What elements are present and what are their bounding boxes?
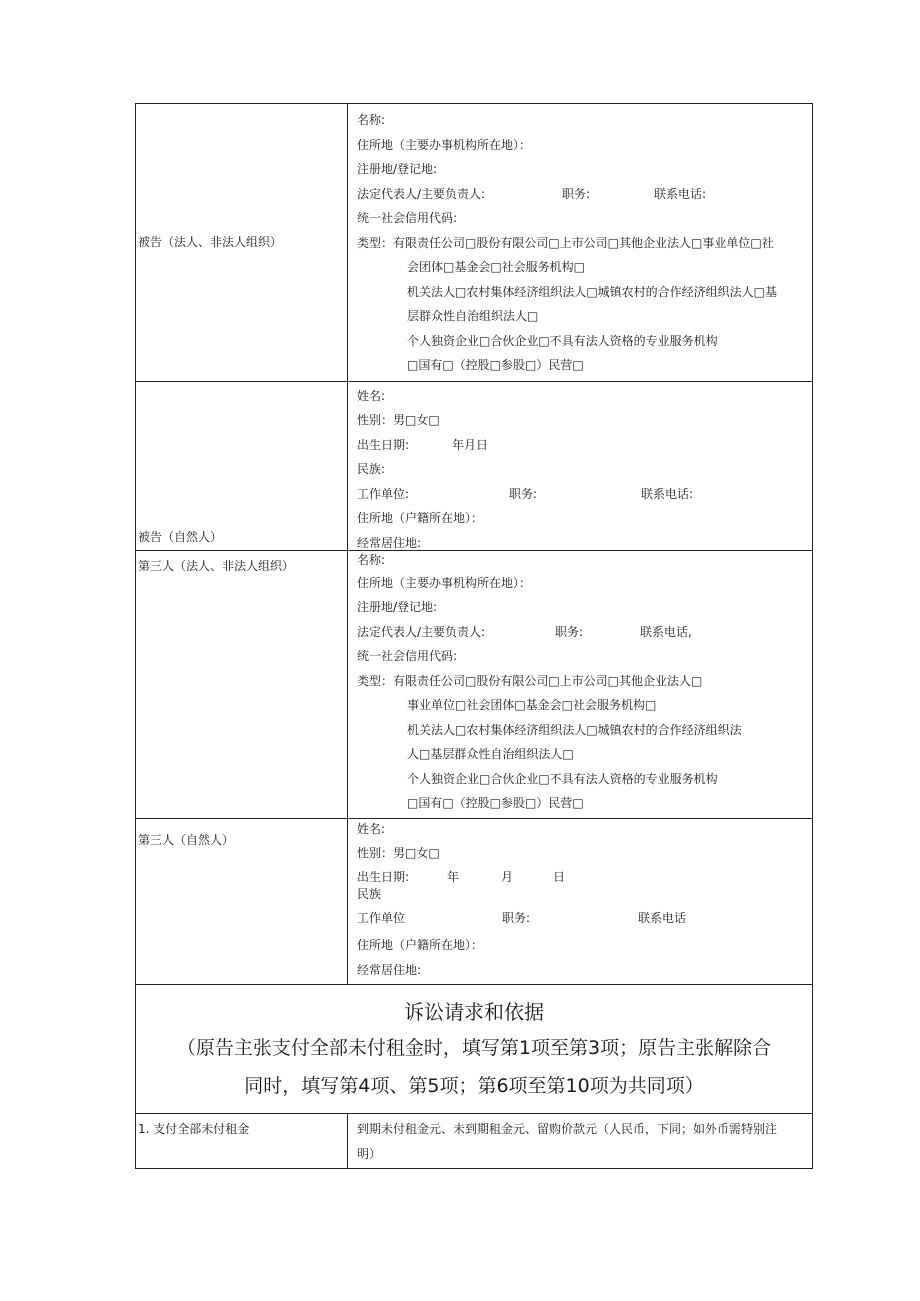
position-field: 职务: [502, 911, 531, 925]
work-line [357, 482, 812, 507]
claims-title: 诉讼请求和依据 [404, 1000, 544, 1024]
credit-code-field: 统一社会信用代码: [357, 649, 458, 663]
third-person-row [136, 818, 813, 985]
domicile-field: 住所地（户籍所在地）： [357, 938, 484, 952]
item1-label: 1. 支付全部未付租金 [136, 1114, 348, 1169]
ethnic-field: 民族 [357, 887, 382, 901]
type-line: 个人独资企业□合伙企业□不具有法人资格的专业服务机构 [407, 771, 718, 786]
type-line: 类型：有限责任公司□股份有限公司□上市公司□其他企业法人□ [357, 673, 703, 688]
defendant-person-clip [357, 384, 812, 550]
credit-code-field: 统一社会信用代码: [357, 211, 458, 225]
birth-month: 月 [501, 870, 514, 884]
birth-line [357, 865, 812, 885]
name-field: 姓名: [357, 821, 386, 836]
name-field: 姓名: [357, 388, 386, 403]
defendant-org-row [136, 104, 813, 382]
gender-field: 性别：男□女□ [357, 845, 440, 860]
defendant-person-label: 被告（自然人） [136, 381, 348, 550]
type-line: 机关法人□农村集体经济组织法人□城镇农村的合作经济组织法人□基 [407, 284, 778, 299]
claims-subtitle: （原告主张支付全部未付租金时，填写第1项至第3项；原告主张解除合 [176, 1037, 772, 1059]
third-person-label: 第三人（自然人） [136, 818, 348, 985]
item1-row [136, 1114, 813, 1169]
type-line: 个人独资企业□合伙企业□不具有法人资格的专业服务机构 [407, 333, 718, 348]
legal-rep-field: 法定代表人/主要负责人: [357, 624, 486, 639]
work-unit-field: 工作单位: [357, 486, 410, 501]
position-field: 职务: [555, 624, 584, 639]
third-org-fields [348, 550, 813, 818]
address-field: 住所地（主要办事机构所在地）： [357, 137, 532, 152]
type-line: □国有□（控股□参股□）民营□ [407, 358, 584, 372]
registered-field: 注册地/登记地: [357, 162, 438, 176]
type-line: 机关法人□农村集体经济组织法人□城镇农村的合作经济组织法 [407, 722, 742, 737]
phone-field: 联系电话: [641, 486, 694, 501]
birth-ymd: 年月日 [452, 437, 489, 452]
party-info-table [135, 103, 813, 1169]
type-line: 人□基层群众性自治组织法人□ [407, 747, 574, 761]
ethnic-field: 民族: [357, 462, 386, 476]
type-line: 会团体□基金会□社会服务机构□ [407, 260, 586, 274]
birth-field: 出生日期: [357, 870, 410, 884]
birth-year: 年 [447, 870, 460, 884]
claims-header-row [136, 985, 813, 1114]
legal-rep-line [357, 182, 812, 207]
name-field: 名称: [357, 113, 386, 127]
name-field: 名称: [357, 552, 386, 567]
address-field: 住所地（主要办事机构所在地）： [357, 575, 532, 590]
third-org-label: 第三人（法人、非法人组织） [136, 550, 348, 818]
item1-fields [348, 1114, 813, 1169]
third-person-fields [348, 818, 813, 985]
defendant-person-fields [348, 381, 813, 550]
defendant-org-fields [348, 104, 813, 382]
residence-field: 经常居住地: [357, 962, 422, 977]
claims-header [136, 985, 813, 1114]
domicile-field: 住所地（户籍所在地）： [357, 511, 484, 525]
phone-field: 联系电话 [638, 911, 687, 925]
type-line: □国有□（控股□参股□）民营□ [407, 796, 584, 810]
gender-field: 性别：男□女□ [357, 413, 440, 427]
phone-field: 联系电话: [654, 186, 707, 201]
item1-line: 到期未付租金元、未到期租金元、留购价款元（人民币，下同；如外币需特别注 [357, 1122, 778, 1136]
defendant-org-label: 被告（法人、非法人组织） [136, 104, 348, 382]
phone-field: 联系电话, [640, 624, 692, 639]
type-line: 层群众性自治组织法人□ [407, 309, 539, 323]
position-field: 职务: [509, 486, 538, 501]
complaint-form [135, 103, 813, 1169]
birth-day: 日 [553, 870, 566, 884]
type-line: 事业单位□社会团体□基金会□社会服务机构□ [407, 698, 657, 712]
birth-field: 出生日期: [357, 437, 410, 452]
birth-line [357, 433, 812, 458]
work-line [357, 903, 812, 933]
registered-field: 注册地/登记地: [357, 600, 438, 614]
claims-subtitle: 同时，填写第4项、第5项；第6项至第10项为共同项） [244, 1075, 704, 1097]
position-field: 职务: [562, 186, 591, 201]
residence-field: 经常居住地: [357, 535, 422, 550]
work-unit-field: 工作单位 [357, 911, 406, 925]
defendant-person-row [136, 381, 813, 550]
third-org-row [136, 550, 813, 818]
item1-line: 明） [357, 1146, 382, 1161]
legal-rep-line [357, 620, 812, 645]
legal-rep-field: 法定代表人/主要负责人: [357, 186, 486, 201]
type-line: 类型：有限责任公司□股份有限公司□上市公司□其他企业法人□事业单位□社 [357, 235, 774, 250]
